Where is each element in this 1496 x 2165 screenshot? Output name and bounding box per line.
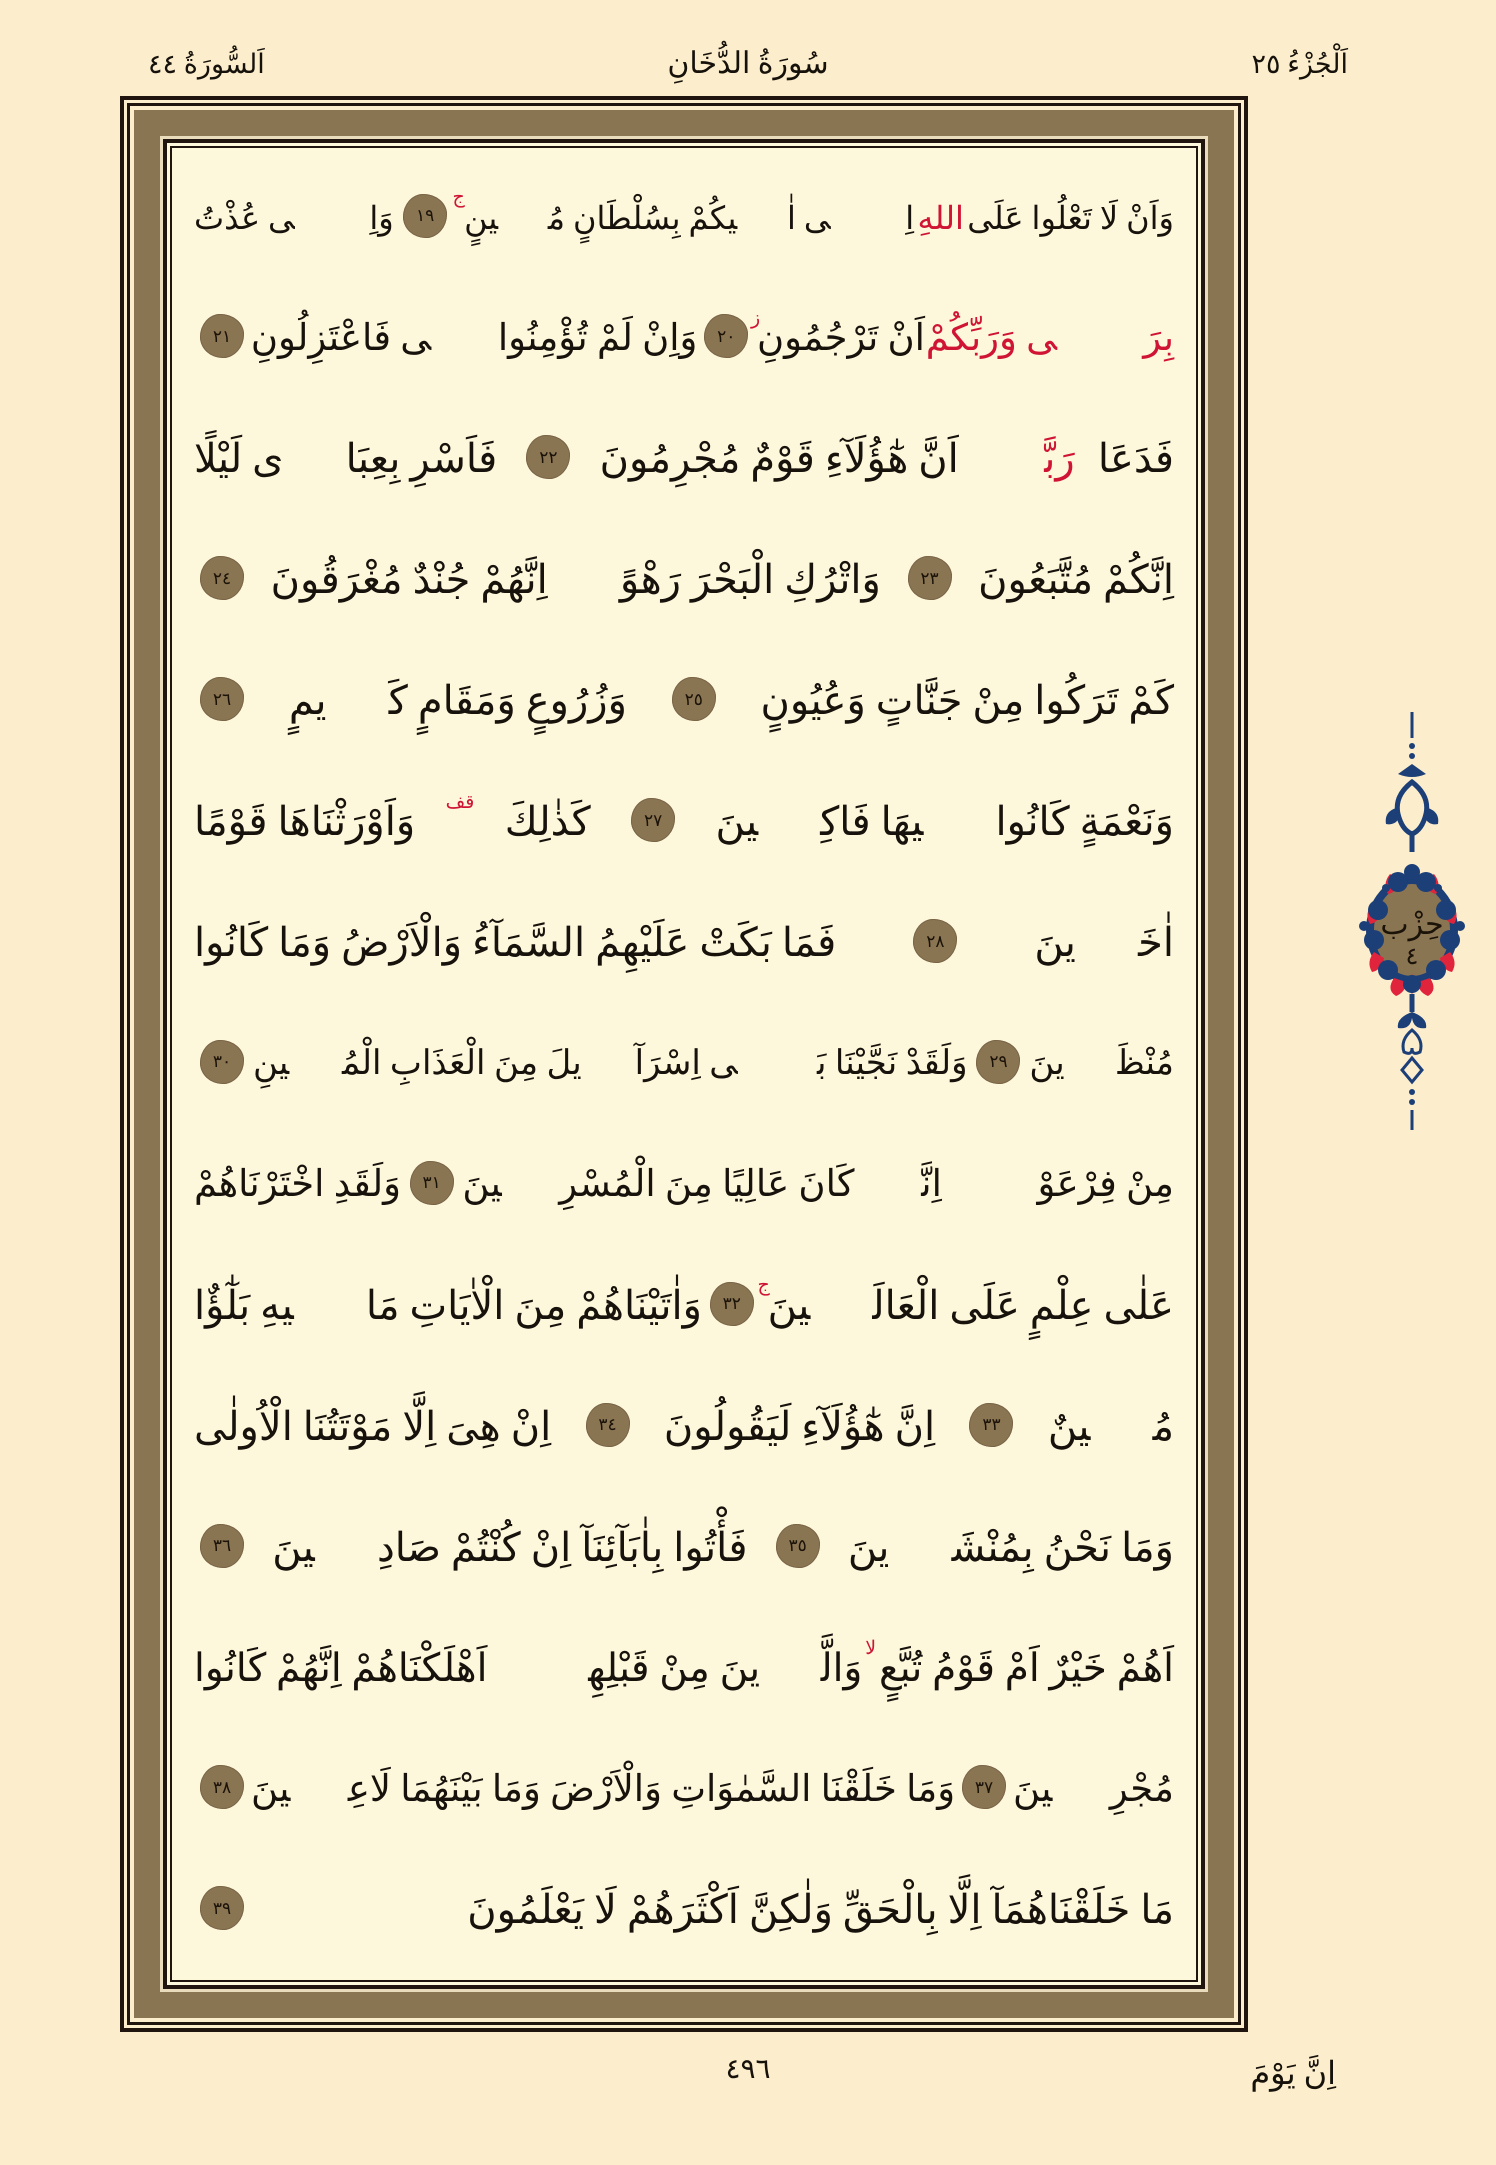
ayah-number-medallion: ١٩ [403, 194, 447, 238]
ayah-text: فَمَا بَكَتْ عَلَيْهِمُ السَّمَآءُ وَالْاَرْضُ وَمَا كَانُوا [194, 920, 837, 966]
ayah-line [194, 529, 1174, 632]
ayah-number-medallion: ٣٩ [200, 1886, 244, 1930]
page-frame-inner [163, 139, 1205, 1989]
ayah-text: فَدَعَا [1097, 436, 1174, 482]
quran-text-block [194, 166, 1174, 1962]
ayah-line-content [194, 1275, 1174, 1328]
page-frame-outer [120, 96, 1248, 2032]
ayah-text: اِنّٖى اٰتٖيكُمْ بِسُلْطَانٍ مُبٖينٍ [464, 199, 915, 236]
ayah-line [194, 1012, 1174, 1115]
running-head [120, 38, 1376, 90]
ayah-line [194, 1133, 1174, 1236]
page-text-panel [170, 146, 1198, 1982]
hizb-number: ٤ [1405, 944, 1419, 970]
ayah-number-medallion: ٣٥ [776, 1524, 820, 1568]
waqf-sign: ج [452, 187, 465, 208]
ayah-number-medallion: ٢٨ [913, 919, 957, 963]
ayah-text: وَمَا نَحْنُ بِمُنْشَرٖينَ [847, 1524, 1174, 1570]
ayah-line [194, 650, 1174, 753]
ayah-number-medallion: ٢٦ [200, 677, 244, 721]
ayah-number-medallion: ٣٣ [969, 1403, 1013, 1447]
ayah-text: وَاَنْ لَا تَعْلُوا عَلَى [967, 199, 1174, 236]
page-frame-band [134, 110, 1234, 2018]
surah-number-label: اَلسُّورَةُ ٤٤ [148, 48, 265, 79]
ayah-line [194, 1738, 1174, 1841]
ayah-text: وَزُرُوعٍ وَمَقَامٍ كَرٖيمٍ [288, 678, 627, 724]
lafz-al-jalalah: اللهِ [917, 199, 964, 236]
ayah-number-medallion: ٢١ [200, 314, 244, 358]
ayah-text: وَلَقَدِ اخْتَرْنَاهُمْ [194, 1164, 401, 1206]
juz-label: اَلْجُزْءُ ٢٥ [1251, 48, 1348, 79]
ayah-line [194, 408, 1174, 511]
ayah-number-medallion: ٢٤ [200, 556, 244, 600]
ayah-text: وَاَوْرَثْنَاهَا قَوْمًا [194, 799, 416, 845]
ayah-line-content [194, 1638, 1174, 1691]
ayah-text: وَاِنّٖى عُذْتُ [194, 199, 394, 236]
page-footer [120, 2042, 1376, 2142]
tajweed-red-text: رَبَّهٝ [981, 436, 1075, 482]
ayah-text: مُبٖينٌ [1047, 1403, 1174, 1449]
ayah-number-medallion: ٢٩ [976, 1040, 1020, 1084]
ayah-line [194, 1375, 1174, 1478]
waqf-sign: ز [751, 307, 761, 329]
ayah-line-content [194, 791, 1174, 845]
ayah-text: اَنْ تَرْجُمُونِ [757, 317, 925, 359]
ayah-line-content [194, 307, 1174, 360]
ayah-line [194, 771, 1174, 874]
ayah-text: كَذٰلِكَ [504, 799, 591, 845]
ayah-text: مِنْ فِرْعَوْنَۜ اِنَّهٝ كَانَ عَالِيًا مِنَ الْمُسْرِفٖينَ [462, 1164, 1174, 1206]
ayah-text: اَهُمْ خَيْرٌ اَمْ قَوْمُ تُبَّعٍ [878, 1647, 1174, 1691]
ayah-text: وَاتْرُكِ الْبَحْرَ رَهْوًاۜ اِنَّهُمْ جُنْدٌ مُغْرَقُونَ [270, 557, 881, 603]
ayah-text: عَلٰى عِلْمٍ عَلَى الْعَالَمٖينَ [767, 1282, 1174, 1328]
ayah-line [194, 166, 1174, 269]
ayah-number-medallion: ٢٠ [704, 314, 748, 358]
hizb-ornament [1352, 712, 1472, 1132]
ayah-text: مُجْرِمٖينَ [1012, 1768, 1174, 1810]
ayah-text: اِنَّ هٰٓؤُلَآءِ لَيَقُولُونَ [663, 1403, 936, 1449]
tajweed-red-text: بِرَبّٖى وَرَبِّكُمْ [925, 317, 1174, 359]
ayah-text: كَمْ تَرَكُوا مِنْ جَنَّاتٍ وَعُيُونٍ [760, 678, 1174, 724]
ayah-text: فَأْتُوا بِاٰبَآئِنَآ اِنْ كُنْتُمْ صَادِقٖينَ [272, 1524, 748, 1570]
ayah-text: فَاَسْرِ بِعِبَادٖى لَيْلًا [194, 436, 498, 482]
waqf-sign: قف [445, 791, 475, 813]
ayah-text: اٰخَرٖينَ [1034, 920, 1174, 966]
ayah-line-content [194, 1405, 1174, 1449]
ayah-line [194, 1617, 1174, 1720]
ayah-text: مَا خَلَقْنَاهُمَآ اِلَّا بِالْحَقِّ وَلٰكِنَّ اَكْثَرَهُمْ لَا يَعْلَمُونَ [467, 1887, 1174, 1933]
ayah-line-content [194, 1767, 1174, 1811]
ayah-number-medallion: ٣١ [410, 1161, 454, 1205]
ayah-number-medallion: ٣٤ [586, 1403, 630, 1447]
ayah-line-content [194, 437, 1174, 481]
ayah-number-medallion: ٣٧ [962, 1765, 1006, 1809]
ayah-text: وَاِنْ لَمْ تُؤْمِنُوا لٖى فَاعْتَزِلُونِ [250, 317, 698, 359]
ayah-line [194, 1254, 1174, 1357]
ayah-number-medallion: ٢٥ [672, 677, 716, 721]
ayah-line-content [194, 1888, 1174, 1932]
page-number: ٤٩٦ [725, 2054, 771, 2085]
ayah-number-medallion: ٣٦ [200, 1524, 244, 1568]
ayah-number-medallion: ٣٨ [200, 1765, 244, 1809]
ayah-number-medallion: ٣٠ [200, 1040, 244, 1084]
page-frame-gap [127, 103, 1241, 2025]
ayah-number-medallion: ٢٧ [631, 798, 675, 842]
ayah-number-medallion: ٣٢ [710, 1282, 754, 1326]
ayah-number-medallion: ٢٢ [526, 435, 570, 479]
ayah-text: مُنْظَرٖينَ [1029, 1044, 1174, 1082]
ayah-line [194, 1496, 1174, 1599]
ayah-line-content [194, 187, 1174, 240]
ayah-line [194, 892, 1174, 995]
ayah-line-content [194, 679, 1174, 723]
ayah-text: اِنْ هِىَ اِلَّا مَوْتَتُنَا الْاُولٰى [194, 1403, 552, 1449]
ayah-line [194, 287, 1174, 390]
ayah-line-content [194, 558, 1174, 602]
ayah-line-content [194, 1526, 1174, 1570]
ayah-number-medallion: ٢٣ [908, 556, 952, 600]
ayah-text: وَالَّذٖينَ مِنْ قَبْلِهِمْۜ اَهْلَكْنَاهُمْ اِنَّهُمْ كَانُوا [194, 1647, 863, 1691]
ayah-text: وَلَقَدْ نَجَّيْنَا بَنٖٓى اِسْرَآءٖيلَ مِنَ الْعَذَابِ الْمُهٖينِ [252, 1044, 968, 1082]
ayah-line-content [194, 1042, 1174, 1086]
ayah-line-content [194, 1163, 1174, 1207]
ayah-text: اَنَّ هٰٓؤُلَآءِ قَوْمٌ مُجْرِمُونَ [599, 436, 959, 482]
ayah-line [194, 1859, 1174, 1962]
catchword: اِنَّ يَوْمَ [1250, 2055, 1336, 2091]
ayah-text: وَنَعْمَةٍ كَانُوا فٖيهَا فَاكِهٖينَ [715, 799, 1174, 845]
ayah-text: وَاٰتَيْنَاهُمْ مِنَ الْاٰيَاتِ مَا فٖيهِ بَلٰٓؤٌا [194, 1282, 702, 1328]
ayah-line-content [194, 921, 1174, 965]
surah-title: سُورَةُ الدُّخَانِ [667, 47, 829, 80]
hizb-label: حِزْب [1380, 908, 1444, 941]
ayah-text: اِنَّكُمْ مُتَّبَعُونَ [978, 557, 1174, 603]
ayah-text: وَمَا خَلَقْنَا السَّمٰوَاتِ وَالْاَرْضَ وَمَا بَيْنَهُمَا لَاعِبٖينَ [250, 1768, 956, 1810]
waqf-sign: لا [865, 1638, 877, 1660]
waqf-sign: ج [757, 1275, 770, 1297]
